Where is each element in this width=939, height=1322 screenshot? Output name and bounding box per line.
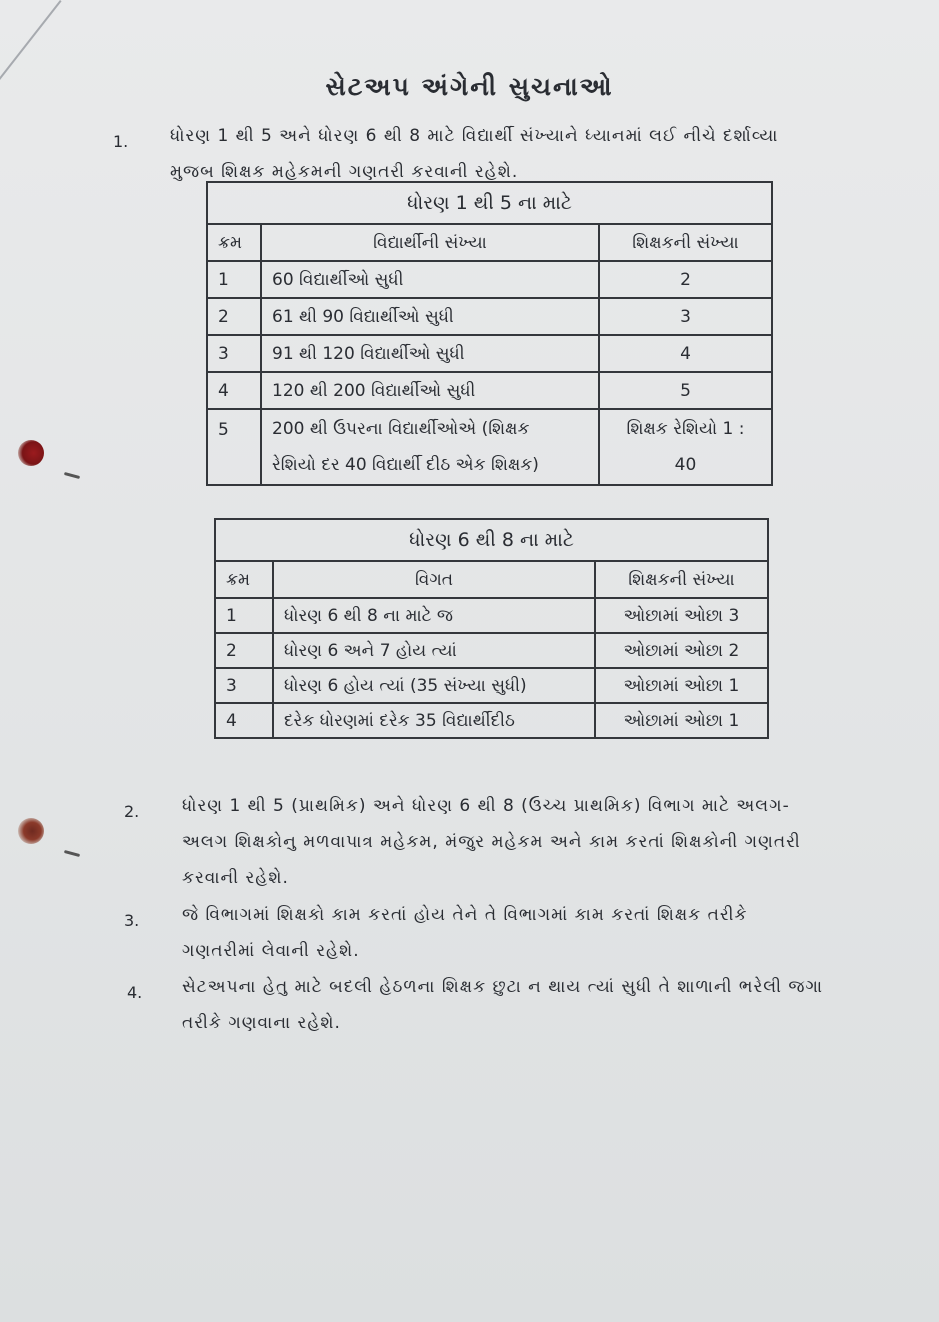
table-cell-desc: 120 થી 200 વિદ્યાર્થીઓ સુધી <box>261 372 599 409</box>
table-1-header-no: ક્રમ <box>207 224 261 261</box>
table-1-header-students: વિદ્યાર્થીની સંખ્યા <box>261 224 599 261</box>
paper-crease <box>0 0 62 135</box>
table-cell-teachers-line-1: શિક્ષક રેશિયો 1 : <box>626 419 745 439</box>
table-row <box>207 261 772 298</box>
table-cell-teachers: 5 <box>599 372 772 409</box>
point-4-number: 4. <box>127 983 143 1002</box>
table-row <box>207 372 772 409</box>
table-cell-teachers: 2 <box>599 261 772 298</box>
table-std-6-8 <box>214 518 769 739</box>
table-cell-no: 1 <box>215 598 273 633</box>
table-cell-desc: 60 વિદ્યાર્થીઓ સુધી <box>261 261 599 298</box>
ink-mark <box>64 850 80 857</box>
table-cell-teachers: 4 <box>599 335 772 372</box>
table-cell-teachers: ઓછામાં ઓછા 1 <box>595 668 768 703</box>
table-row <box>215 598 768 633</box>
table-cell-desc: ધોરણ 6 હોય ત્યાં (35 સંખ્યા સુધી) <box>273 668 595 703</box>
point-4-line-1: સેટઅપના હેતુ માટે બદલી હેઠળના શિક્ષક છુટા ન થાય ત્યાં સુધી તે શાળાની ભરેલી જગા <box>182 977 824 997</box>
table-row <box>215 633 768 668</box>
table-2-caption: ધોરણ 6 થી 8 ના માટે <box>215 519 768 561</box>
table-cell-no: 1 <box>207 261 261 298</box>
point-3-line-2: ગણતરીમાં લેવાની રહેશે. <box>182 941 360 961</box>
table-cell-desc: 61 થી 90 વિદ્યાર્થીઓ સુધી <box>261 298 599 335</box>
punch-hole-bottom <box>18 818 44 844</box>
table-cell-desc: દરેક ધોરણમાં દરેક 35 વિદ્યાર્થીદીઠ <box>273 703 595 738</box>
point-1-line-1: ધોરણ 1 થી 5 અને ધોરણ 6 થી 8 માટે વિદ્યાર્થી સંખ્યાને ધ્યાનમાં લઈ નીચે દર્શાવ્યા <box>170 126 779 146</box>
punch-hole-top <box>18 440 44 466</box>
point-3-line-1: જે વિભાગમાં શિક્ષકો કામ કરતાં હોય તેને તે વિભાગમાં કામ કરતાં શિક્ષક તરીકે <box>182 905 748 925</box>
point-3-text <box>182 897 882 969</box>
table-row <box>215 668 768 703</box>
point-3-number: 3. <box>124 911 140 930</box>
point-1-number: 1. <box>113 132 129 151</box>
table-2-header-teachers: શિક્ષકની સંખ્યા <box>595 561 768 598</box>
table-cell-desc-line-1: 200 થી ઉપરના વિદ્યાર્થીઓએ (શિક્ષક <box>272 419 530 439</box>
table-cell-teachers: ઓછામાં ઓછા 3 <box>595 598 768 633</box>
table-std-1-5 <box>206 181 773 486</box>
table-cell-teachers <box>599 409 772 485</box>
table-2-header-detail: વિગત <box>273 561 595 598</box>
point-2-text <box>182 788 882 896</box>
table-cell-teachers: 3 <box>599 298 772 335</box>
point-4-line-2: તરીકે ગણવાના રહેશે. <box>182 1013 341 1033</box>
table-cell-no: 3 <box>215 668 273 703</box>
table-row <box>207 409 772 485</box>
table-1-header-teachers: શિક્ષકની સંખ્યા <box>599 224 772 261</box>
table-cell-desc <box>261 409 599 485</box>
table-cell-teachers-line-2: 40 <box>674 455 697 475</box>
table-cell-desc: 91 થી 120 વિદ્યાર્થીઓ સુધી <box>261 335 599 372</box>
page-title: સેટઅપ અંગેની સુચનાઓ <box>325 72 614 101</box>
table-cell-desc-line-2: રેશિયો દર 40 વિદ્યાર્થી દીઠ એક શિક્ષક) <box>272 455 539 475</box>
point-1-line-2: મુજબ શિક્ષક મહેકમની ગણતરી કરવાની રહેશે. <box>170 162 519 182</box>
table-2-header-no: ક્રમ <box>215 561 273 598</box>
point-2-line-2: અલગ શિક્ષકોનુ મળવાપાત્ર મહેકમ, મંજુર મહેકમ અને કામ કરતાં શિક્ષકોની ગણતરી <box>182 832 801 852</box>
table-cell-no: 4 <box>215 703 273 738</box>
table-cell-no: 5 <box>207 409 261 485</box>
table-row <box>207 335 772 372</box>
ink-mark <box>64 472 80 479</box>
table-cell-no: 2 <box>215 633 273 668</box>
table-row <box>215 703 768 738</box>
table-cell-no: 2 <box>207 298 261 335</box>
point-2-line-3: કરવાની રહેશે. <box>182 868 289 888</box>
table-cell-teachers: ઓછામાં ઓછા 2 <box>595 633 768 668</box>
point-2-line-1: ધોરણ 1 થી 5 (પ્રાથમિક) અને ધોરણ 6 થી 8 (ઉચ્ચ પ્રાથમિક) વિભાગ માટે અલગ- <box>182 796 790 816</box>
point-4-text <box>182 969 882 1041</box>
table-cell-no: 4 <box>207 372 261 409</box>
table-1-caption: ધોરણ 1 થી 5 ના માટે <box>207 182 772 224</box>
table-cell-desc: ધોરણ 6 થી 8 ના માટે જ <box>273 598 595 633</box>
table-row <box>207 298 772 335</box>
point-2-number: 2. <box>124 802 140 821</box>
table-cell-no: 3 <box>207 335 261 372</box>
point-1-text <box>170 118 870 190</box>
table-cell-desc: ધોરણ 6 અને 7 હોય ત્યાં <box>273 633 595 668</box>
table-cell-teachers: ઓછામાં ઓછા 1 <box>595 703 768 738</box>
